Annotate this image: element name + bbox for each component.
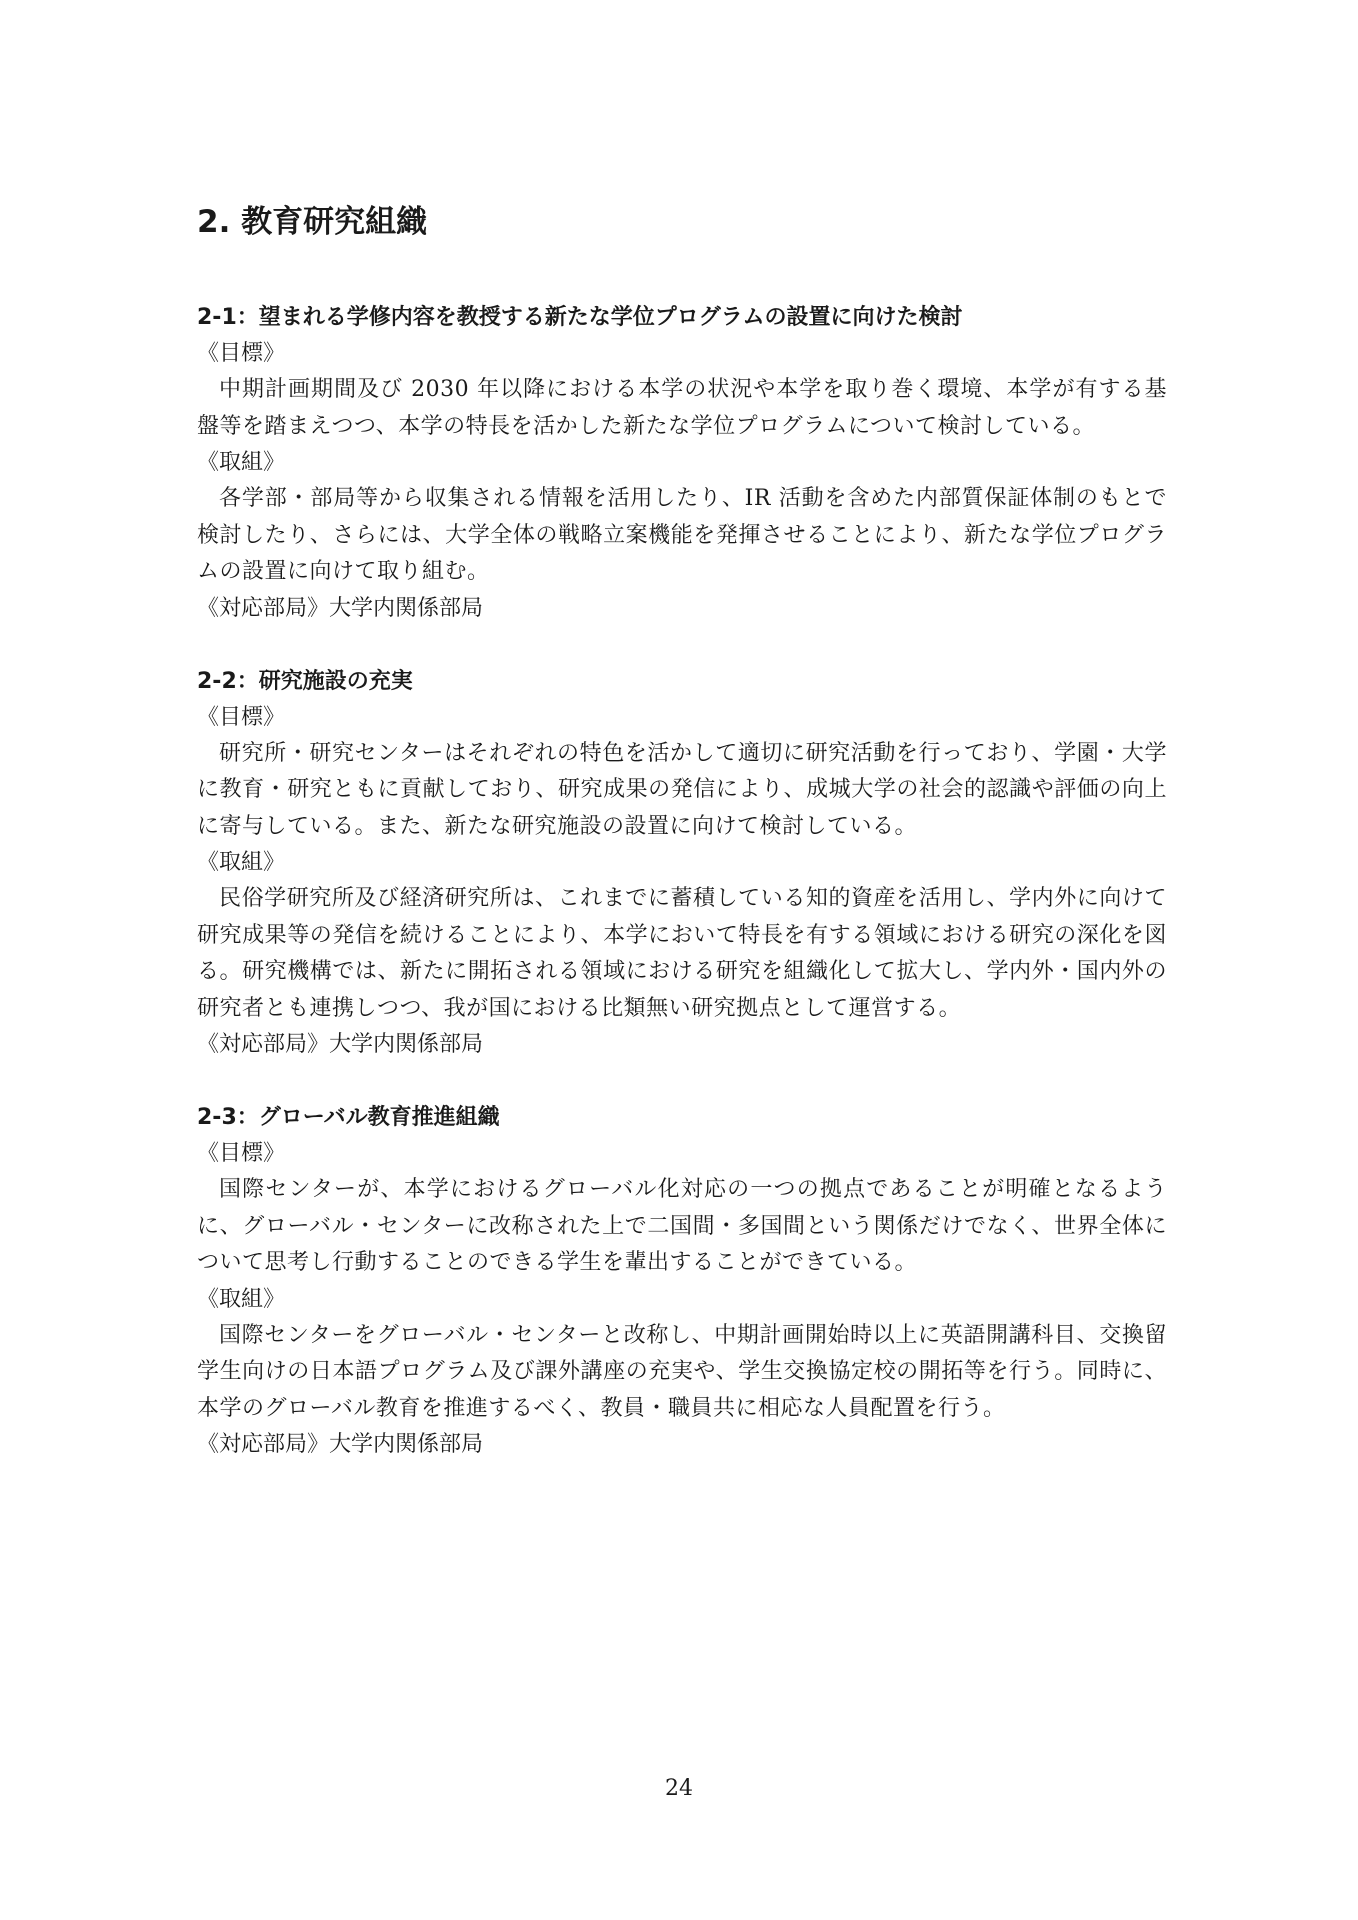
action-label: 《取組》 (197, 850, 286, 875)
goal-text: 中期計画期間及び 2030 年以降における本学の状況や本学を取り巻く環境、本学が有する基盤等を踏まえつつ、本学の特長を活かした新たな学位プログラムについて検討している。 (197, 377, 1167, 439)
action-label: 《取組》 (197, 1286, 286, 1312)
goal-label: 《目標》 (197, 704, 286, 730)
responsible-dept: 《対応部局》大学内関係部局 (197, 1032, 484, 1057)
section-2-3 (197, 1100, 1167, 1463)
section-title: 2-1：望まれる学修内容を教授する新たな学位プログラムの設置に向けた検討 (197, 305, 963, 330)
chapter-title: 2. 教育研究組織 (197, 204, 428, 240)
section-title: 2-3：グローバル教育推進組織 (197, 1105, 500, 1130)
responsible-dept: 《対応部局》大学内関係部局 (197, 1432, 484, 1457)
section-title: 2-2：研究施設の充実 (197, 668, 413, 694)
responsible-dept: 《対応部局》大学内関係部局 (197, 595, 484, 621)
section-2-2 (197, 664, 1167, 1064)
page-content (197, 200, 1167, 1500)
section-2-1 (197, 300, 1167, 627)
goal-text: 国際センターが、本学におけるグローバル化対応の一つの拠点であることが明確となるように、グローバル・センターに改称された上で二国間・多国間という関係だけでなく、世界全体について思考し行動することのできる学生を輩出することができている。 (197, 1177, 1167, 1275)
goal-label: 《目標》 (197, 1141, 286, 1166)
action-text: 国際センターをグローバル・センターと改称し、中期計画開始時以上に英語開講科目、交換留学生向けの日本語プログラム及び課外講座の充実や、学生交換協定校の開拓等を行う。同時に、本学のグローバル教育を推進するべく、教員・職員共に相応な人員配置を行う。 (197, 1322, 1167, 1421)
goal-text: 研究所・研究センターはそれぞれの特色を活かして適切に研究活動を行っており、学園・大学に教育・研究ともに貢献しており、研究成果の発信により、成城大学の社会的認識や評価の向上に寄与している。また、新たな研究施設の設置に向けて検討している。 (197, 740, 1167, 839)
goal-label: 《目標》 (197, 341, 286, 366)
page-number: 24 (665, 1776, 693, 1801)
action-label: 《取組》 (197, 450, 286, 475)
action-text: 民俗学研究所及び経済研究所は、これまでに蓄積している知的資産を活用し、学内外に向けて研究成果等の発信を続けることにより、本学において特長を有する領域における研究の深化を図る。研究機構では、新たに開拓される領域における研究を組織化して拡大し、学内外・国内外の研究者とも連携しつつ、我が国における比類無い研究拠点として運営する。 (197, 886, 1167, 1021)
action-text: 各学部・部局等から収集される情報を活用したり、IR 活動を含めた内部質保証体制のもとで検討したり、さらには、大学全体の戦略立案機能を発揮させることにより、新たな学位プログラムの設置に向けて取り組む。 (197, 486, 1167, 584)
